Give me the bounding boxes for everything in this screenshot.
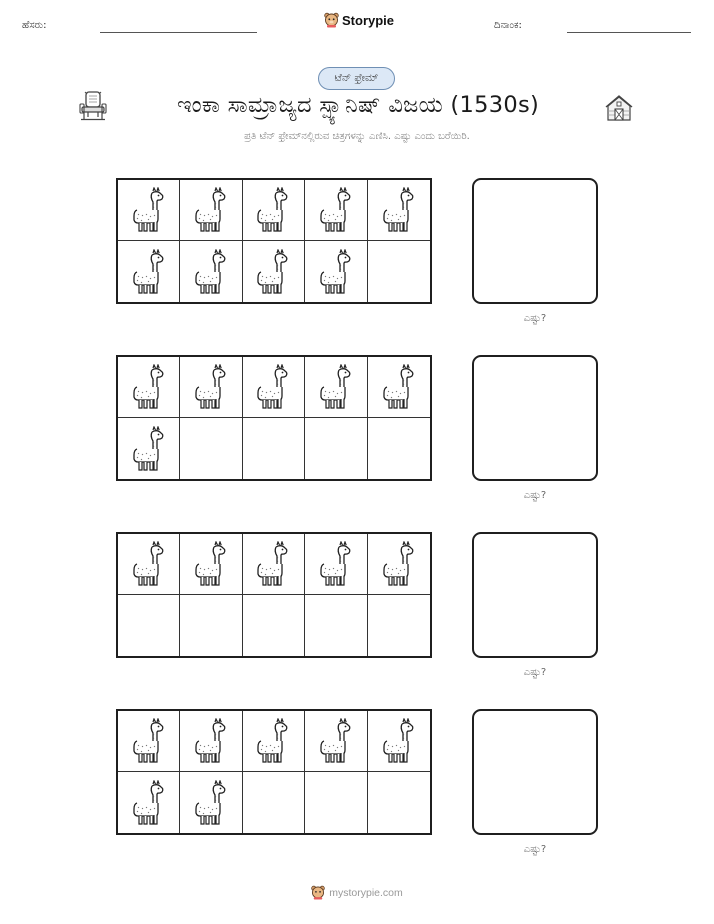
ten-frame-cell (243, 180, 305, 241)
ten-frame-cell (118, 595, 180, 656)
llama-icon (379, 187, 419, 233)
answer-box[interactable] (472, 709, 598, 835)
title-row (78, 90, 638, 126)
ten-frame-cell (243, 534, 305, 595)
ten-frame-cell (180, 772, 242, 833)
llama-icon (191, 718, 231, 764)
llama-icon (316, 364, 356, 410)
ten-frame-cell (243, 418, 305, 479)
ten-frame-cell (368, 357, 430, 418)
ten-frame-cell (368, 711, 430, 772)
ten-frame-cell (368, 180, 430, 241)
ten-frame-cell (180, 534, 242, 595)
ten-frame-cell (180, 357, 242, 418)
ten-frame-cell (118, 180, 180, 241)
brand-name: Storypie (342, 12, 395, 28)
llama-icon (191, 187, 231, 233)
ten-frame-cell (305, 357, 367, 418)
storypie-mascot-icon (324, 12, 339, 28)
storypie-mascot-icon (311, 885, 325, 900)
llama-icon (129, 426, 169, 472)
name-label: ಹೆಸರು: (22, 20, 47, 31)
ten-frame-cell (180, 595, 242, 656)
ten-frame (116, 178, 432, 304)
ten-frame (116, 709, 432, 835)
ten-frame-cell (118, 357, 180, 418)
worksheet-type-badge: ಟೆನ್ ಫ್ರೇಮ್ (318, 67, 395, 90)
answer-box[interactable] (472, 532, 598, 658)
llama-icon (191, 541, 231, 587)
ten-frame-cell (243, 711, 305, 772)
answer-prompt: ಎಷ್ಟು? (523, 667, 547, 678)
ten-frame-cell (243, 357, 305, 418)
llama-icon (129, 541, 169, 587)
ten-frame (116, 532, 432, 658)
worksheet-title: ಇಂಕಾ ಸಾಮ್ರಾಜ್ಯದ ಸ್ಪ್ಯಾನಿಷ್ ವಿಜಯ (1530s) (176, 92, 540, 118)
ten-frame-cell (305, 241, 367, 302)
answer-prompt: ಎಷ್ಟು? (523, 844, 547, 855)
llama-icon (253, 541, 293, 587)
ten-frame-cell (118, 241, 180, 302)
ten-frame-cell (243, 595, 305, 656)
ten-frame-cell (243, 241, 305, 302)
ten-frame-cell (118, 534, 180, 595)
ten-frame-cell (180, 711, 242, 772)
llama-icon (129, 780, 169, 826)
ten-frame-cell (180, 418, 242, 479)
llama-icon (316, 718, 356, 764)
ten-frame-section-1 (0, 178, 714, 328)
ten-frame-cell (368, 772, 430, 833)
ten-frame-cell (305, 711, 367, 772)
brand-logo (324, 12, 394, 28)
llama-icon (316, 187, 356, 233)
barn-icon (604, 94, 634, 122)
worksheet-header (0, 0, 714, 46)
answer-box[interactable] (472, 178, 598, 304)
date-write-line[interactable] (567, 32, 691, 33)
llama-icon (129, 187, 169, 233)
ten-frame (116, 355, 432, 481)
ten-frame-cell (305, 772, 367, 833)
ten-frame-cell (305, 418, 367, 479)
ten-frame-cell (368, 534, 430, 595)
answer-box[interactable] (472, 355, 598, 481)
answer-prompt: ಎಷ್ಟು? (523, 490, 547, 501)
ten-frame-cell (305, 595, 367, 656)
llama-icon (316, 541, 356, 587)
ten-frame-cell (118, 772, 180, 833)
llama-icon (253, 718, 293, 764)
llama-icon (191, 364, 231, 410)
llama-icon (379, 718, 419, 764)
llama-icon (191, 780, 231, 826)
llama-icon (253, 364, 293, 410)
llama-icon (253, 249, 293, 295)
ten-frame-section-2 (0, 355, 714, 505)
llama-icon (253, 187, 293, 233)
date-label: ದಿನಾಂಕ: (494, 20, 522, 31)
ten-frame-cell (368, 241, 430, 302)
ten-frame-cell (180, 180, 242, 241)
llama-icon (379, 541, 419, 587)
llama-icon (129, 364, 169, 410)
ten-frame-cell (368, 595, 430, 656)
llama-icon (129, 249, 169, 295)
ten-frame-cell (118, 418, 180, 479)
ten-frame-section-4 (0, 709, 714, 859)
ten-frame-cell (305, 534, 367, 595)
answer-prompt: ಎಷ್ಟು? (523, 313, 547, 324)
ten-frame-cell (243, 772, 305, 833)
ten-frame-cell (180, 241, 242, 302)
llama-icon (129, 718, 169, 764)
llama-icon (316, 249, 356, 295)
llama-icon (191, 249, 231, 295)
ten-frame-section-3 (0, 532, 714, 682)
ten-frame-cell (118, 711, 180, 772)
ten-frame-cell (368, 418, 430, 479)
llama-icon (379, 364, 419, 410)
worksheet-instructions: ಪ್ರತಿ ಟೆನ್ ಫ್ರೇಮ್‌ನಲ್ಲಿರುವ ಚಿತ್ರಗಳನ್ನು ಎಣಿಸಿ. ಎಷ್ಟು ಎಂದು ಬರೆಯಿರಿ. (244, 131, 470, 142)
footer (0, 885, 714, 900)
ten-frame-cell (305, 180, 367, 241)
footer-url[interactable]: mystorypie.com (329, 886, 403, 899)
throne-icon (78, 90, 108, 122)
name-write-line[interactable] (100, 32, 257, 33)
